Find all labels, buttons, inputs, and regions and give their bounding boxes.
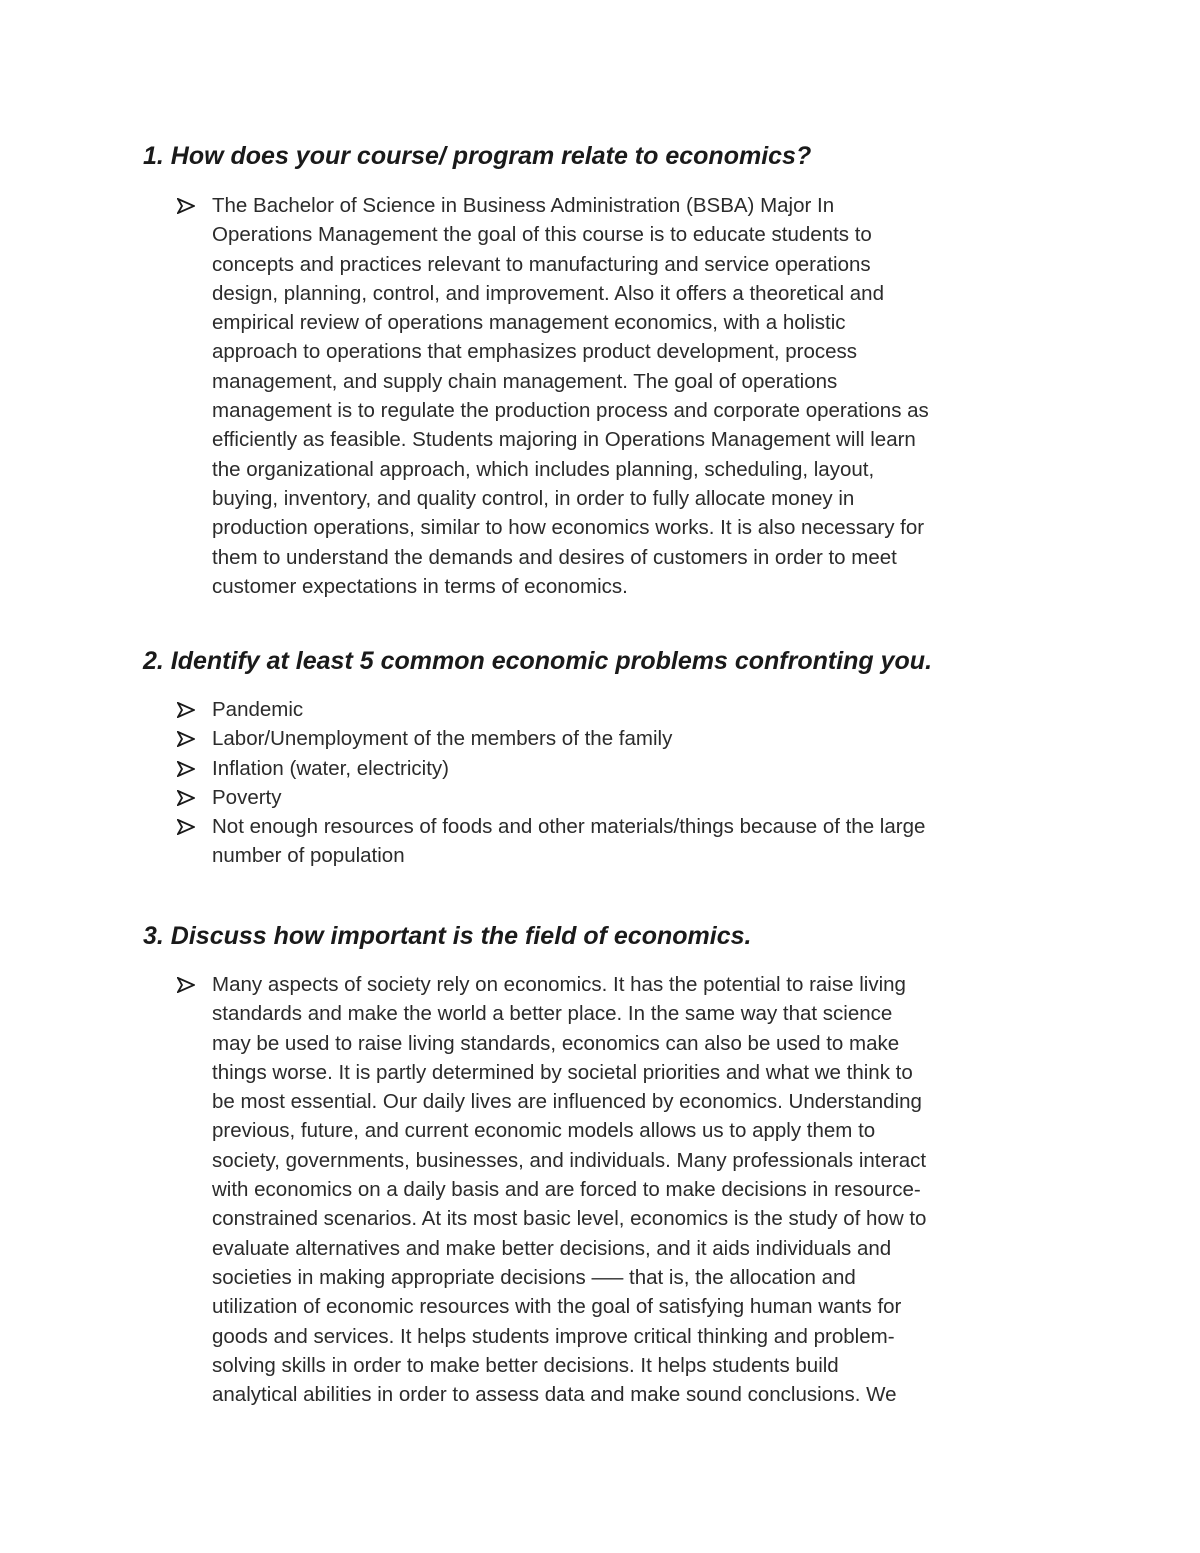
answer-1-line: the organizational approach, which includes planning, scheduling, layout,: [212, 457, 875, 481]
arrow-bullet-icon: [177, 198, 195, 214]
answer-3-line: evaluate alternatives and make better decisions, and it aids individuals and: [212, 1236, 892, 1260]
list-item: [177, 754, 1057, 783]
answer-3-line: society, governments, businesses, and individuals. Many professionals interact: [212, 1148, 927, 1172]
answer-3-list: [177, 970, 1057, 1409]
list-item: [177, 695, 1057, 724]
list-item: [177, 970, 1057, 1409]
answer-1-line: buying, inventory, and quality control, in order to fully allocate money in: [212, 486, 855, 510]
arrow-bullet-icon: [177, 790, 195, 806]
list-item: [177, 812, 1057, 871]
arrow-bullet-icon: [177, 761, 195, 777]
list-item: [177, 783, 1057, 812]
problem-text: Not enough resources of foods and other materials/things because of the large: [212, 815, 926, 839]
answer-1-line: production operations, similar to how economics works. It is also necessary for: [212, 516, 925, 540]
answer-1-line: concepts and practices relevant to manufacturing and service operations: [212, 252, 871, 276]
answer-3-line: analytical abilities in order to assess data and make sound conclusions. We: [212, 1383, 897, 1407]
problem-text: Poverty: [212, 785, 282, 809]
problem-text: Labor/Unemployment of the members of the family: [212, 727, 673, 751]
answer-3-line: be most essential. Our daily lives are influenced by economics. Understanding: [212, 1090, 922, 1114]
answer-1-list: [177, 191, 1057, 601]
answer-1-line: management is to regulate the production process and corporate operations as: [212, 399, 929, 423]
question-1-heading: 1. How does your course/ program relate to economics?: [143, 142, 812, 170]
question-2: [143, 645, 1073, 868]
question-3-heading: 3. Discuss how important is the field of economics.: [143, 922, 752, 950]
answer-1-line: Operations Management the goal of this course is to educate students to: [212, 223, 872, 247]
problem-text: number of population: [212, 844, 405, 868]
arrow-bullet-icon: [177, 819, 195, 835]
arrow-bullet-icon: [177, 731, 195, 747]
answer-1-line: management, and supply chain management. The goal of operations: [212, 369, 838, 393]
list-item: [177, 724, 1057, 753]
answer-3-line: societies in making appropriate decisions —– that is, the allocation and: [212, 1265, 856, 1289]
answer-1-line: empirical review of operations management economics, with a holistic: [212, 311, 846, 335]
arrow-bullet-icon: [177, 702, 195, 718]
problem-text: Pandemic: [212, 698, 304, 721]
problem-text: Inflation (water, electricity): [212, 756, 449, 780]
question-1: [143, 140, 1073, 598]
answer-3-line: utilization of economic resources with the goal of satisfying human wants for: [212, 1295, 902, 1319]
answer-3-line: things worse. It is partly determined by societal priorities and what we think to: [212, 1060, 913, 1084]
answer-3-line: constrained scenarios. At its most basic level, economics is the study of how to: [212, 1207, 927, 1231]
answer-3-line: solving skills in order to make better decisions. It helps students build: [212, 1353, 839, 1377]
answer-1-line: approach to operations that emphasizes product development, process: [212, 340, 857, 364]
answer-3-line: goods and services. It helps students improve critical thinking and problem-: [212, 1324, 895, 1348]
arrow-bullet-icon: [177, 977, 195, 993]
answer-3-line: with economics on a daily basis and are forced to make decisions in resource-: [212, 1178, 921, 1202]
answer-1-line: design, planning, control, and improvement. Also it offers a theoretical and: [212, 281, 884, 305]
answer-1-line: The Bachelor of Science in Business Administration (BSBA) Major In: [212, 194, 835, 217]
list-item: [177, 191, 1057, 601]
answer-3-line: may be used to raise living standards, economics can also be used to make: [212, 1031, 900, 1055]
answer-3-line: standards and make the world a better place. In the same way that science: [212, 1002, 893, 1026]
answer-3-line: previous, future, and current economic models allows us to apply them to: [212, 1119, 876, 1143]
answer-3-line: Many aspects of society rely on economics. It has the potential to raise living: [212, 973, 906, 996]
question-3: [143, 920, 1073, 1407]
answer-1-line: them to understand the demands and desires of customers in order to meet: [212, 545, 897, 569]
question-2-heading: 2. Identify at least 5 common economic problems confronting you.: [143, 647, 933, 675]
answer-1-line: customer expectations in terms of economics.: [212, 574, 628, 598]
answer-2-list: [177, 695, 1057, 871]
answer-1-line: efficiently as feasible. Students majoring in Operations Management will learn: [212, 428, 916, 452]
